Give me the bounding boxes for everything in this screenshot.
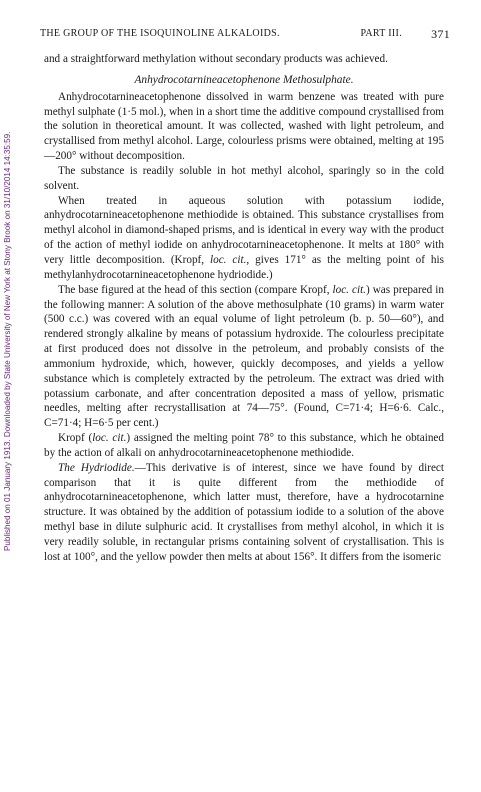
download-watermark: Published on 01 January 1913. Downloaded by State University of New York at Stony Brook on 31/10/2014 14:35:59. [3, 131, 12, 551]
paragraph-solubility: The substance is readily soluble in hot methyl alcohol, sparingly so in the cold solvent. [44, 164, 444, 192]
paragraph-kropf-text-b: ) assigned the melting point 78° to this substance, which he obtained by the action of alkali on anhydrocotarnineacetophenone methiodide. [44, 432, 444, 459]
paragraph-continuation: and a straightforward methylation without secondary products was achieved. [44, 53, 388, 65]
paragraph-methiodide-text-b: , gives 171° as the melting point of his methylanhydrocotarnineacetophenone hydriodide.) [44, 253, 444, 281]
citation-loc-cit: loc. cit. [92, 432, 127, 445]
paragraph-base-text-a: The base figured at the head of this section (compare Kropf, [58, 283, 333, 296]
paragraph-preparation: Anhydrocotarnineacetophenone dissolved in warm benzene was treated with pure methyl sulphate (1·5 mol.), when in a short time the additive compound crystallised from the solution in theoretical amount. It was collected, washed with light petroleum, and crystallised from methyl alcohol. Large, colourless prisms were obtained, melting at 195—200° without decomposition. [44, 90, 444, 163]
paragraph-kropf-text-a: Kropf ( [58, 432, 93, 445]
running-title: THE GROUP OF THE ISOQUINOLINE ALKALOIDS. [40, 28, 280, 39]
paragraph-hydriodide-text: —This derivative is of interest, since we have found by direct comparison that it is quite different from the methiodide of anhydrocotarnineacetophenone, which latter must, therefore, have a hydrocotarnine structure. It was obtained by the addition of potassium iodide to a solution of the above methyl base in dilute sulphuric acid. It crystallises from methyl alcohol, in which it is very readily soluble, in rectangular prisms containing solvent of crystallisation. This is lost at 100°, and the yellow powder then melts at about 156°. It differs from the isomeric [44, 461, 444, 563]
citation-loc-cit: loc. cit. [332, 283, 366, 296]
paragraph-kropf [44, 431, 444, 461]
page-body [44, 52, 444, 565]
citation-loc-cit: loc. cit. [210, 253, 247, 266]
paragraph-hydriodide [44, 461, 444, 565]
section-heading: Anhydrocotarnineacetophenone Methosulphate. [134, 73, 354, 86]
paragraph-methiodide-text-a: When treated in aqueous solution with potassium iodide, anhydrocotarnineacetophenone methiodide is obtained. This substance crystallises from methyl alcohol in diamond-shaped prisms, and is identical in every way with the product of the action of methyl iodide on anhydrocotarnineacetophenone. It melts at 180° with very little decomposition. (Kropf, [44, 194, 444, 266]
paragraph-base-preparation [44, 283, 444, 431]
page-number: 371 [431, 27, 450, 41]
part-label: PART III. [360, 28, 402, 39]
running-header [40, 28, 450, 44]
paragraph-base-text-b: ) was prepared in the following manner: A solution of the above methosulphate (10 grams) in warm water (500 c.c.) was covered with an equal volume of light petroleum (b. p. 50—60°), and rendered strongly alkaline by means of potassium hydroxide. The colourless precipitate at first produced does not dissolve in the petroleum, and probably consists of the ammonium hydroxide, which, however, quickly decomposes, and yields a yellow substance which is completely extracted by the petroleum. The extract was dried with potassium carbonate, and after concentration deposited a mass of yellow, prismatic needles, melting after recrystallisation at 74—75°. (Found, C=71·4; H=6·6. Calc., C=71·4; H=6·5 per cent.) [44, 283, 444, 430]
paragraph-methiodide [44, 194, 444, 283]
subsection-title-hydriodide: The Hydriodide. [58, 461, 135, 474]
